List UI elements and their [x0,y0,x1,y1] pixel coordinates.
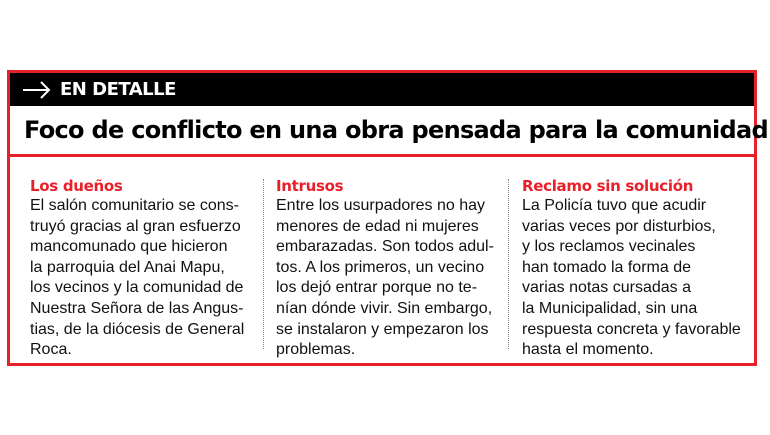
column-divider [263,179,264,349]
column-body: El salón comunitario se cons- truyó gracias al gran esfuerzo mancomunado que hicieron la parroquia del Anai Mapu, los vecinos y la comunidad de Nuestra Señora de las Angus- tias, de la diócesis de General Roca. [30,197,245,359]
arrow-right-icon [22,80,52,100]
column-complaint [522,176,750,361]
column-owners [30,176,258,361]
section-label: EN DETALLE [60,79,176,100]
column-body: Entre los usurpadores no hay menores de edad ni mujeres embarazadas. Son todos adul- tos. A los primeros, un vecino los dejó entrar porque no te- nían dónde vivir. Sin embargo, se instalaron y empezaron los problemas. [276,197,494,359]
column-title: Los dueños [30,177,123,195]
column-intruders [276,176,504,361]
column-divider [508,179,509,349]
headline: Foco de conflicto en una obra pensada para la comunidad [24,116,768,144]
section-bar [10,73,754,106]
headline-row [10,106,768,157]
column-body: La Policía tuvo que acudir varias veces por disturbios, y los reclamos vecinales han tomado la forma de varias notas cursadas a la Municipalidad, sin una respuesta concreta y favorable hasta el momento. [522,197,741,359]
column-title: Intrusos [276,177,344,195]
column-title: Reclamo sin solución [522,177,694,195]
info-box [7,70,768,366]
